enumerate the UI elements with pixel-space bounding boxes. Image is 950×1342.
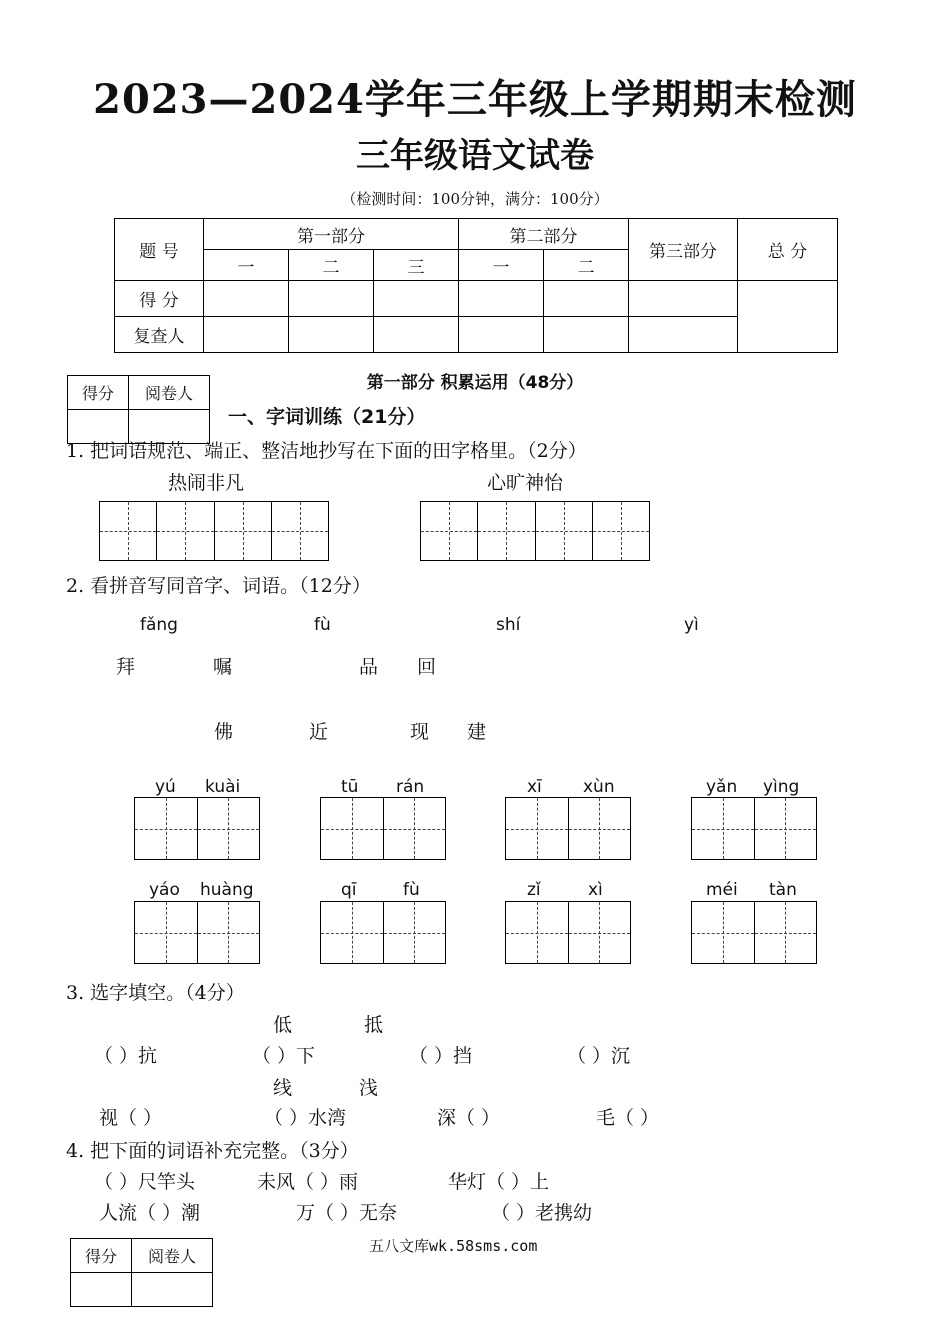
score-table	[114, 218, 838, 353]
word-grid[interactable]	[134, 901, 260, 964]
word-pinyin: xùn	[583, 777, 615, 797]
grader-score-label: 得分	[71, 1239, 132, 1273]
word-pinyin: xī	[527, 777, 542, 797]
score-table-p1-col: 二	[289, 250, 374, 281]
homophone-char: 拜	[116, 656, 136, 678]
q1-word: 热闹非凡	[168, 472, 245, 494]
score-table-part1: 第一部分	[204, 219, 459, 250]
fill-blank[interactable]: 视（ ）	[99, 1107, 163, 1129]
checker-cell[interactable]	[629, 317, 738, 353]
score-table-p2-col: 一	[459, 250, 544, 281]
checker-cell[interactable]	[544, 317, 629, 353]
fill-blank[interactable]: （ ）下	[252, 1045, 316, 1067]
q1-word: 心旷神怡	[487, 472, 564, 494]
grader-name-label: 阅卷人	[129, 376, 210, 410]
part1-heading: 第一部分 积累运用（48分）	[366, 373, 584, 393]
score-table-p1-col: 一	[204, 250, 289, 281]
choice-char: 抵	[364, 1014, 384, 1036]
q4-text: 4. 把下面的词语补充完整。（3分）	[66, 1140, 359, 1162]
choice-char: 浅	[359, 1077, 379, 1099]
word-pinyin: zǐ	[527, 880, 541, 900]
word-pinyin: méi	[706, 880, 738, 900]
fill-blank[interactable]: （ ）抗	[94, 1045, 158, 1067]
score-cell[interactable]	[374, 281, 459, 317]
total-score-cell[interactable]	[738, 281, 838, 353]
q2-text: 2. 看拼音写同音字、词语。（12分）	[66, 575, 371, 597]
word-grid[interactable]	[691, 901, 817, 964]
idiom-blank[interactable]: （ ）尺竿头	[94, 1171, 196, 1193]
idiom-blank[interactable]: （ ）老携幼	[491, 1202, 593, 1224]
checker-cell[interactable]	[204, 317, 289, 353]
grader-box	[70, 1238, 213, 1307]
fill-blank[interactable]: 深（ ）	[437, 1107, 501, 1129]
word-pinyin: yǎn	[706, 777, 738, 797]
word-grid[interactable]	[505, 797, 631, 860]
exam-title: 2023—2024学年三年级上学期期末检测	[93, 76, 857, 123]
score-table-p1-col: 三	[374, 250, 459, 281]
word-pinyin: tàn	[769, 880, 797, 900]
word-pinyin: qī	[341, 880, 357, 900]
idiom-blank[interactable]: 华灯（ ）上	[448, 1171, 550, 1193]
fill-blank[interactable]: 毛（ ）	[596, 1107, 660, 1129]
pinyin-label: fù	[314, 615, 331, 635]
section1-heading: 一、字词训练（21分）	[228, 406, 426, 428]
homophone-char: 近	[309, 721, 329, 743]
word-pinyin: kuài	[205, 777, 241, 797]
checker-cell[interactable]	[374, 317, 459, 353]
word-pinyin: tū	[341, 777, 359, 797]
grader-score-label: 得分	[68, 376, 129, 410]
pinyin-label: yì	[684, 615, 699, 635]
tianzige-grid[interactable]	[420, 501, 650, 561]
score-cell[interactable]	[544, 281, 629, 317]
word-pinyin: rán	[396, 777, 425, 797]
score-table-part2: 第二部分	[459, 219, 629, 250]
score-table-row-score: 得 分	[115, 281, 204, 317]
checker-cell[interactable]	[289, 317, 374, 353]
choice-char: 线	[273, 1077, 293, 1099]
grader-name-cell[interactable]	[132, 1273, 213, 1307]
score-table-p2-col: 二	[544, 250, 629, 281]
score-cell[interactable]	[204, 281, 289, 317]
word-grid[interactable]	[320, 901, 446, 964]
exam-time-info: （检测时间：100分钟，满分：100分）	[341, 190, 609, 208]
homophone-char: 回	[417, 656, 437, 678]
homophone-char: 品	[359, 656, 379, 678]
homophone-char: 佛	[214, 721, 234, 743]
score-cell[interactable]	[289, 281, 374, 317]
pinyin-label: shí	[496, 615, 521, 635]
footer-watermark: 五八文库wk.58sms.com	[369, 1237, 538, 1255]
word-grid[interactable]	[134, 797, 260, 860]
score-cell[interactable]	[459, 281, 544, 317]
exam-subtitle-title: 三年级语文试卷	[356, 136, 594, 176]
choice-char: 低	[273, 1014, 293, 1036]
homophone-char: 现	[410, 721, 430, 743]
homophone-char: 嘱	[213, 656, 233, 678]
idiom-blank[interactable]: 人流（ ）潮	[99, 1202, 201, 1224]
grader-box	[67, 375, 210, 444]
word-pinyin: xì	[588, 880, 603, 900]
score-table-part3: 第三部分	[629, 219, 738, 281]
fill-blank[interactable]: （ ）水湾	[264, 1107, 347, 1129]
word-pinyin: fù	[403, 880, 420, 900]
word-grid[interactable]	[691, 797, 817, 860]
word-grid[interactable]	[320, 797, 446, 860]
q1-text: 1. 把词语规范、端正、整洁地抄写在下面的田字格里。（2分）	[66, 440, 587, 462]
score-table-row-checker: 复查人	[115, 317, 204, 353]
idiom-blank[interactable]: 未风（ ）雨	[257, 1171, 359, 1193]
word-pinyin: yáo	[149, 880, 180, 900]
score-table-total: 总 分	[738, 219, 838, 281]
score-table-col-label: 题 号	[115, 219, 204, 281]
checker-cell[interactable]	[459, 317, 544, 353]
word-grid[interactable]	[505, 901, 631, 964]
fill-blank[interactable]: （ ）沉	[567, 1045, 631, 1067]
idiom-blank[interactable]: 万（ ）无奈	[296, 1202, 398, 1224]
grader-name-label: 阅卷人	[132, 1239, 213, 1273]
grader-score-cell[interactable]	[71, 1273, 132, 1307]
word-pinyin: huàng	[200, 880, 254, 900]
word-pinyin: yú	[155, 777, 176, 797]
tianzige-grid[interactable]	[99, 501, 329, 561]
q3-text: 3. 选字填空。（4分）	[66, 982, 245, 1004]
fill-blank[interactable]: （ ）挡	[409, 1045, 473, 1067]
pinyin-label: fǎng	[140, 615, 178, 635]
word-pinyin: yìng	[763, 777, 800, 797]
homophone-char: 建	[467, 721, 487, 743]
score-cell[interactable]	[629, 281, 738, 317]
